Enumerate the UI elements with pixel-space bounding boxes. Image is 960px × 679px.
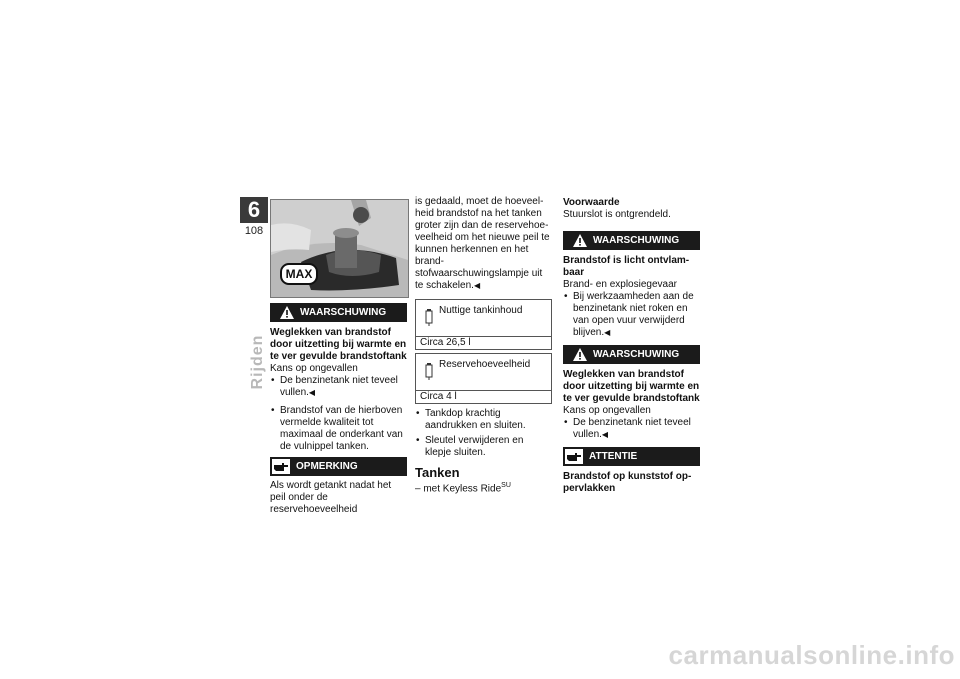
column-2 (415, 196, 552, 495)
chapter-number: 6 (240, 197, 268, 223)
note-text: Als wordt getankt nadat het peil onder de reservehoeveelheid (270, 480, 392, 515)
list-item: • Sleutel verwijderen en klepje sluiten. (415, 435, 552, 459)
list-item: • De benzinetank niet teveel vullen.◀ (563, 417, 700, 441)
spec-box-reserve (415, 353, 552, 404)
chapter-title: Rijden (249, 334, 266, 390)
warning-1-cause: Kans op ongevallen (270, 363, 358, 374)
continued-paragraph: is gedaald, moet de hoeveel-heid brandstof na het tanken groter zijn dan de reservehoe-veelheid om het nieuwe peil te kunnen herkennen en het brand-stofwaarschuwingslampje uit te schakelen.◀ (415, 196, 550, 291)
end-marker-icon: ◀ (308, 388, 316, 397)
spec-label: Reservehoeveelheid (439, 359, 531, 370)
end-marker-icon: ◀ (473, 281, 481, 290)
warning-triangle-icon (573, 234, 587, 247)
pointing-hand-icon (272, 459, 290, 474)
end-marker-icon: ◀ (601, 430, 609, 439)
spec-value: Circa 4 l (420, 391, 457, 402)
warning-triangle-icon (573, 348, 587, 361)
spec-box-usable-capacity (415, 299, 552, 350)
column-3 (563, 197, 700, 495)
caution-title: Brandstof op kunststof op-pervlakken (563, 471, 692, 494)
warning-bar-3-label: WAARSCHUWING (593, 349, 680, 360)
caution-bar-label: ATTENTIE (589, 451, 638, 462)
page-number: 108 (244, 225, 264, 237)
note-bar (270, 457, 407, 476)
end-marker-icon: ◀ (604, 328, 611, 337)
warning-2-title: Brandstof is licht ontvlam-baar (563, 255, 690, 278)
note-bar-label: OPMERKING (296, 461, 358, 472)
warning-bar-2 (563, 231, 700, 250)
equipment-code: SU (501, 482, 511, 489)
warning-3-cause: Kans op ongevallen (563, 405, 651, 416)
pointing-hand-icon (565, 449, 583, 464)
warning-bar-1-label: WAARSCHUWING (300, 307, 387, 318)
list-item: • Brandstof van de hierboven vermelde kwaliteit tot maximaal de onderkant van de vulnippel tanken. (270, 405, 407, 453)
max-label: MAX (280, 263, 318, 285)
warning-bar-2-label: WAARSCHUWING (593, 235, 680, 246)
section-title: Tanken (415, 465, 460, 480)
warning-1-title: Weglekken van brandstof door uitzetting bij warmte en te ver gevulde brandstoftank (270, 327, 407, 362)
list-item: • Bij werkzaamheden aan de benzinetank niet roken en van open vuur verwijderd blijven.◀ (563, 291, 700, 339)
fuel-icon (425, 362, 435, 380)
prerequisite-heading: Voorwaarde (563, 197, 620, 208)
section-subtitle: – met Keyless Ride$^{SU}$ (415, 482, 511, 495)
warning-triangle-icon (280, 306, 294, 319)
warning-bar-1 (270, 303, 407, 322)
watermark: carmanualsonline.info (668, 640, 955, 670)
list-item: • De benzinetank niet teveel vullen.◀ (270, 375, 407, 399)
prerequisite-text: Stuurslot is ontgrendeld. (563, 209, 671, 220)
warning-bar-3 (563, 345, 700, 364)
spec-value: Circa 26,5 l (420, 337, 471, 348)
warning-2-cause: Brand- en explosiegevaar (563, 279, 677, 290)
list-item: • Tankdop krachtig aandrukken en sluiten. (415, 408, 552, 432)
spec-label: Nuttige tankinhoud (439, 305, 523, 316)
column-1 (270, 303, 407, 516)
caution-bar (563, 447, 700, 466)
warning-3-title: Weglekken van brandstof door uitzetting bij warmte en te ver gevulde brandstoftank (563, 369, 700, 404)
fuel-filler-photo (270, 199, 409, 298)
fuel-icon (425, 308, 435, 326)
